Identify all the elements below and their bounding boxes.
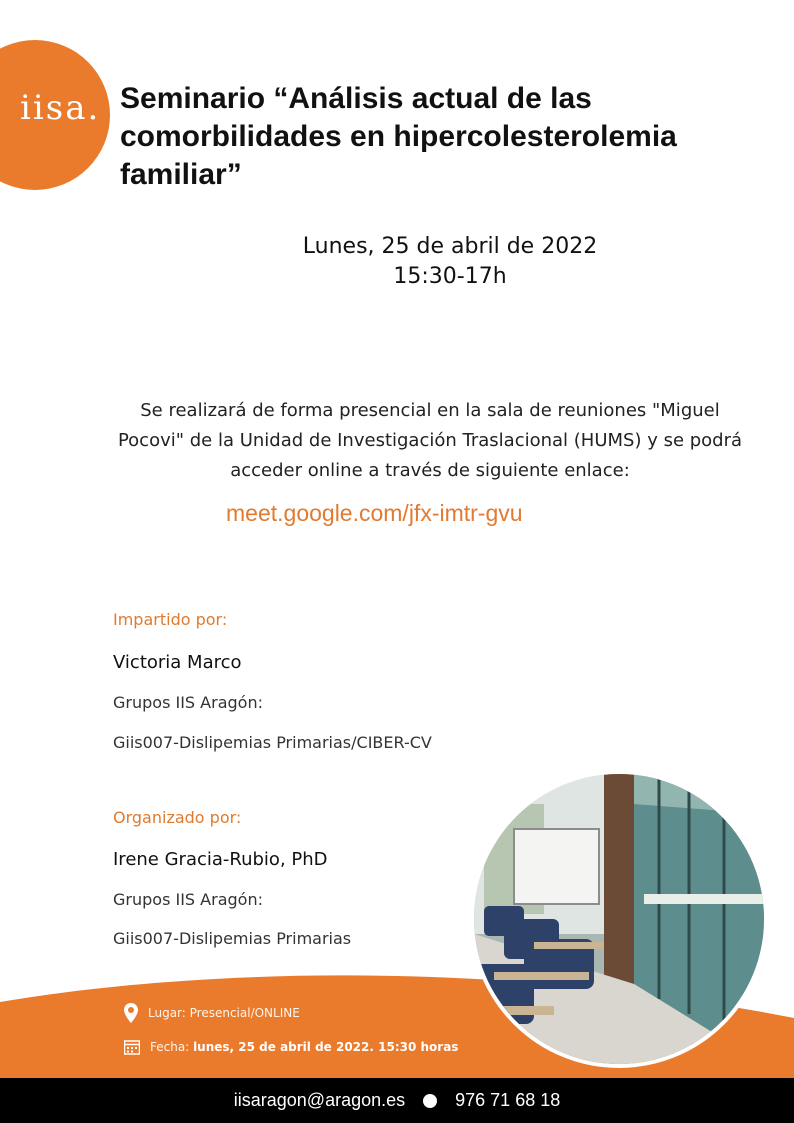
lugar-text: Lugar: Presencial/ONLINE [148,1006,300,1020]
footer-phone[interactable]: 976 71 68 18 [455,1090,561,1110]
seminar-title: Seminario “Análisis actual de las comorbilidades en hipercolesterolemia familiar” [120,82,677,191]
fecha-label: Fecha: [150,1040,190,1054]
logo: iisa. [20,88,101,128]
speaker-groups-label: Grupos IIS Aragón: [113,693,263,712]
classroom-photo [470,770,768,1068]
footer-bar [0,1078,794,1123]
calendar-icon [124,1039,140,1055]
organizer-name: Irene Gracia-Rubio, PhD [113,849,328,870]
time-line: 15:30-17h [393,264,507,289]
description: Se realizará de forma presencial en la sala de reuniones "Miguel Pocovi" de la Unidad de Investigación Traslacional (HUMS) y se podrá acceder online a través de siguiente enlace: [117,400,743,481]
meet-link[interactable]: meet.google.com/jfx-imtr-gvu [226,500,523,526]
fecha-row [124,1039,458,1055]
lugar-row [124,1003,300,1023]
organizer-group: Giis007-Dislipemias Primarias [113,929,352,948]
fecha-value: lunes, 25 de abril de 2022. 15:30 horas [193,1040,459,1054]
separator-dot-icon [423,1094,437,1108]
impartido-label: Impartido por: [113,610,228,629]
speaker-group: Giis007-Dislipemias Primarias/CIBER-CV [113,733,432,752]
date-block [250,232,650,292]
date-line: Lunes, 25 de abril de 2022 [302,234,598,259]
organizado-label: Organizado por: [113,808,242,827]
footer-email[interactable]: iisaragon@aragon.es [233,1090,406,1110]
organizer-groups-label: Grupos IIS Aragón: [113,890,263,909]
location-pin-icon [124,1003,138,1023]
speaker-name: Victoria Marco [113,652,242,673]
